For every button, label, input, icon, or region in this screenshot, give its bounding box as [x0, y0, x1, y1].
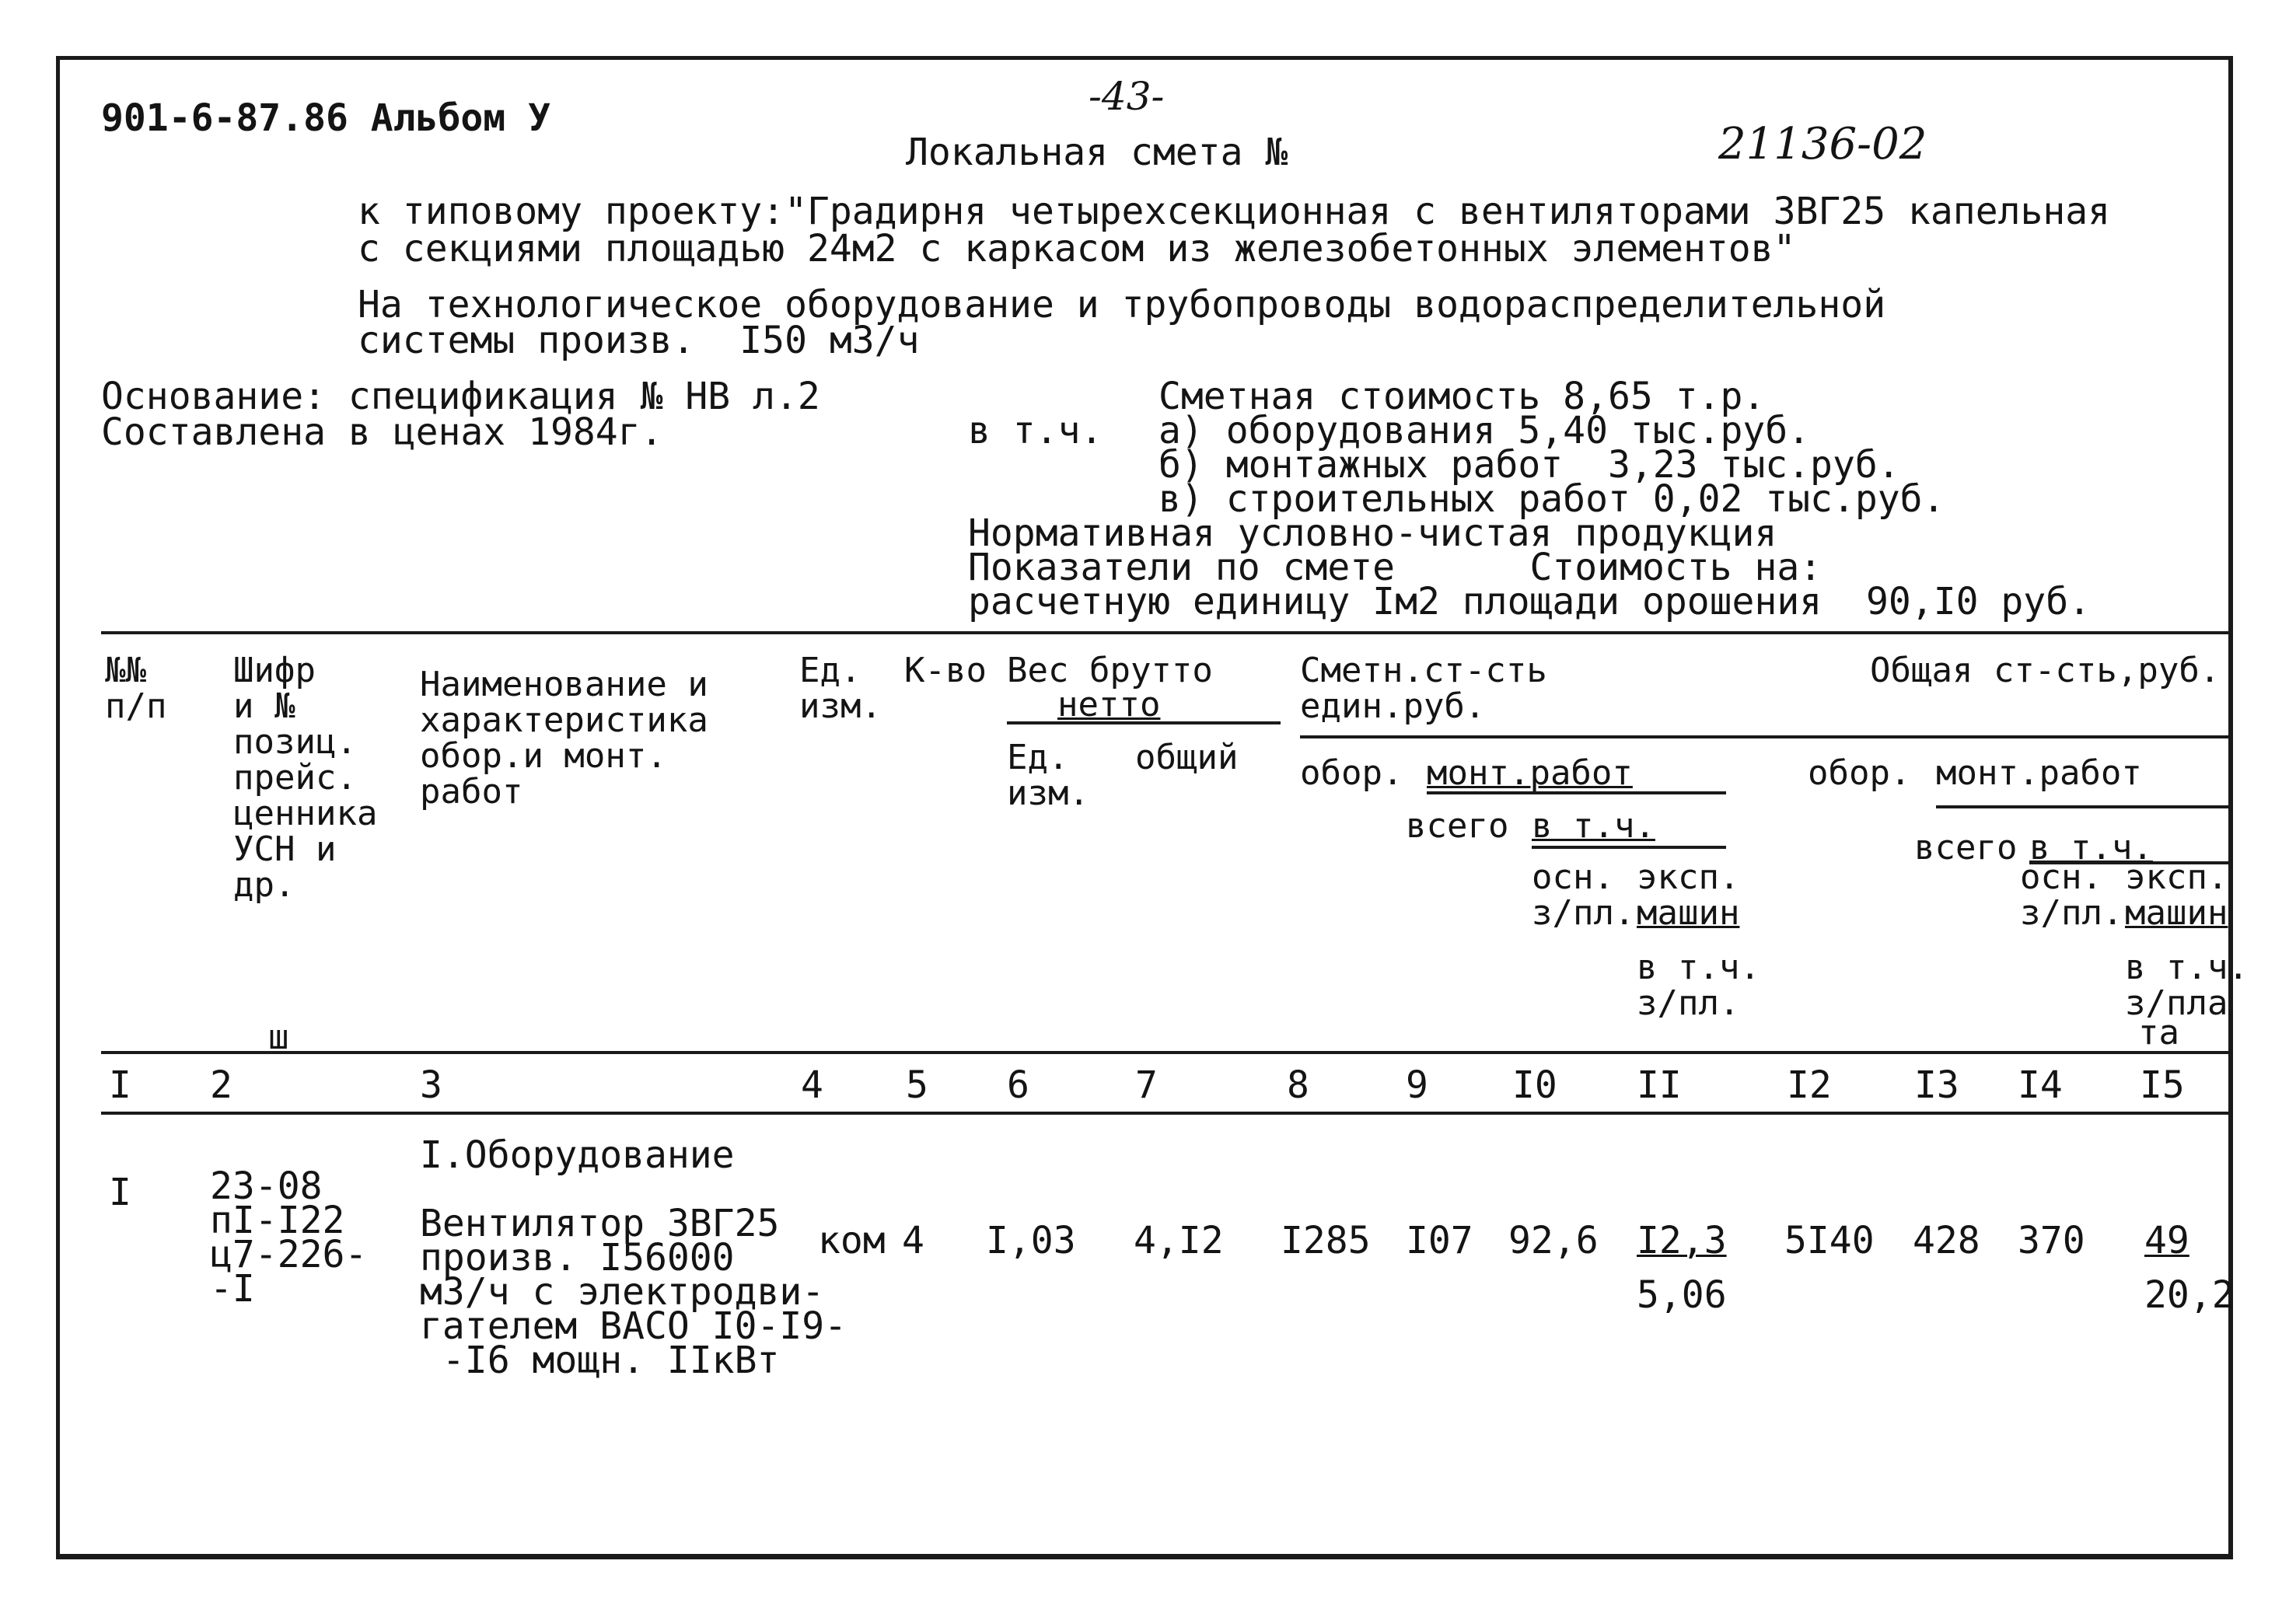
document-frame: [56, 56, 2233, 1559]
total-cost-header: Общая ст-сть,руб.: [1870, 651, 2221, 690]
unit-cost-line: расчетную единицу Iм2 площади орошения: [968, 580, 1822, 623]
total-eksp-header: эксп.: [2125, 857, 2228, 897]
column-number-9: 9: [1406, 1063, 1428, 1107]
total-vsego-header: всего: [1914, 828, 2018, 868]
unit-mont-header: монт.работ: [1427, 753, 1633, 793]
unit-eksp-header: эксп.: [1637, 857, 1740, 897]
normative-product: Нормативная условно-чистая продукция: [968, 511, 1777, 555]
column-number-8: 8: [1287, 1063, 1309, 1107]
total-mont-rule: [1936, 805, 2229, 808]
project-line-3: На технологическое оборудование и трубопроводы водораспределительной: [358, 283, 1886, 326]
unit-mont-rule: [1427, 791, 1726, 794]
header-bottom-rule: [101, 1051, 2229, 1054]
total-osn-header: осн. з/пл.: [2020, 857, 2123, 933]
cost-total: Сметная стоимость 8,65 т.р.: [1158, 375, 1766, 418]
col2-header: Шифр и № позиц. прейс. ценника УСН и др.: [233, 651, 378, 905]
table-top-rule: [101, 631, 2233, 634]
basis-line-1: Основание: спецификация № НВ л.2: [101, 375, 820, 418]
weight-unit-header: Ед. изм.: [1007, 738, 1089, 813]
unit-cost-value: 90,I0 руб.: [1866, 580, 2091, 623]
indicators-line: Показатели по смете Стоимость на:: [968, 546, 1822, 589]
column-number-3: 3: [420, 1063, 442, 1107]
cost-header-rule: [1300, 735, 2229, 738]
column-number-2: 2: [210, 1063, 232, 1107]
unit-cost-header: Сметн.ст-сть един.руб.: [1300, 651, 1547, 726]
column-number-15: I5: [2140, 1063, 2185, 1107]
total-mont-header: монт.работ: [1936, 753, 2142, 793]
total-vtch-header: в т.ч.: [2029, 828, 2153, 868]
column-number-12: I2: [1787, 1063, 1832, 1107]
col4-header: Ед. изм.: [799, 651, 882, 726]
weight-total-header: общий: [1135, 738, 1239, 777]
column-numbers-rule: [101, 1112, 2229, 1115]
doc-title: Локальная смета №: [906, 131, 1288, 174]
total-ta-header: та: [2138, 1013, 2179, 1053]
total-mashin-header: машин: [2125, 893, 2228, 933]
row-name: Вентилятор 3ВГ25 произв. I56000 м3/ч с электродви- гателем ВАСО I0-I9- -I6 мощн. IIкВт: [420, 1202, 847, 1382]
column-number-11: II: [1637, 1063, 1682, 1107]
col1-header: №№ п/п: [105, 651, 167, 726]
col2-mark: ш: [268, 1018, 289, 1057]
row-number: I: [109, 1171, 131, 1214]
project-line-1: к типовому проекту:"Градирня четырехсекционная с вентиляторами 3ВГ25 капельная: [358, 190, 2111, 233]
total-obor-header: обор.: [1808, 753, 1911, 793]
basis-line-2: Составлена в ценах 1984г.: [101, 410, 663, 454]
column-number-4: 4: [801, 1063, 823, 1107]
project-line-2: с секциями площадью 24м2 с каркасом из железобетонных элементов": [358, 227, 1796, 271]
album-code: 901-6-87.86 Альбом У: [101, 96, 550, 140]
row-qty: 4: [902, 1219, 924, 1262]
row-unit-machines-wages: 5,06: [1637, 1273, 1727, 1317]
row-weight-unit: I,03: [986, 1219, 1076, 1262]
column-number-14: I4: [2018, 1063, 2063, 1107]
row-unit-wages: 92,6: [1508, 1219, 1599, 1262]
col3-header: Наименование и характеристика обор.и монт. работ: [420, 665, 708, 812]
row-total-equipment: 5I40: [1784, 1219, 1875, 1262]
row-total-machines: 49: [2144, 1219, 2189, 1262]
unit-vtch-zpl-header: в т.ч. з/пл.: [1637, 948, 1760, 1023]
cost-incl-label: в т.ч.: [968, 409, 1103, 452]
weight-header: Вес брутто: [1007, 651, 1213, 690]
unit-vsego-header: всего: [1406, 806, 1509, 846]
weight-header-rule: [1007, 721, 1281, 724]
page-number: -43-: [1089, 74, 1165, 119]
column-number-13: I3: [1914, 1063, 1959, 1107]
section-title: I.Оборудование: [420, 1133, 735, 1177]
column-number-1: I: [109, 1063, 131, 1107]
unit-vtch-header: в т.ч.: [1532, 806, 1655, 846]
row-unit-equipment: I285: [1281, 1219, 1371, 1262]
weight-net-header: нетто: [1057, 685, 1161, 724]
row-total-installation: 428: [1913, 1219, 1980, 1262]
row-weight-total: 4,I2: [1134, 1219, 1224, 1262]
cost-equipment: а) оборудования 5,40 тыс.руб.: [1158, 409, 1811, 452]
row-unit-machines: I2,3: [1637, 1219, 1727, 1262]
cost-construction: в) строительных работ 0,02 тыс.руб.: [1158, 477, 1945, 521]
unit-vtch-rule: [1532, 846, 1726, 849]
project-line-4: системы произв. I50 м3/ч: [358, 319, 920, 362]
col5-header: К-во: [904, 651, 987, 690]
unit-mashin-header: машин: [1637, 893, 1740, 933]
row-unit: ком: [818, 1219, 886, 1262]
column-number-7: 7: [1135, 1063, 1158, 1107]
column-number-5: 5: [906, 1063, 928, 1107]
row-code: 23-08 пI-I22 ц7-226- -I: [210, 1164, 368, 1311]
row-total-wages: 370: [2018, 1219, 2085, 1262]
unit-obor-header: обор.: [1300, 753, 1403, 793]
column-number-10: I0: [1512, 1063, 1557, 1107]
estimate-number: 21136-02: [1718, 119, 1927, 169]
unit-osn-header: осн. з/пл.: [1532, 857, 1635, 933]
total-vtch-zplata-header: в т.ч. з/пла: [2125, 948, 2249, 1023]
column-number-6: 6: [1007, 1063, 1029, 1107]
row-unit-installation: I07: [1406, 1219, 1473, 1262]
row-total-machines-wages: 20,2: [2144, 1273, 2235, 1317]
cost-installation: б) монтажных работ 3,23 тыс.руб.: [1158, 443, 1900, 487]
